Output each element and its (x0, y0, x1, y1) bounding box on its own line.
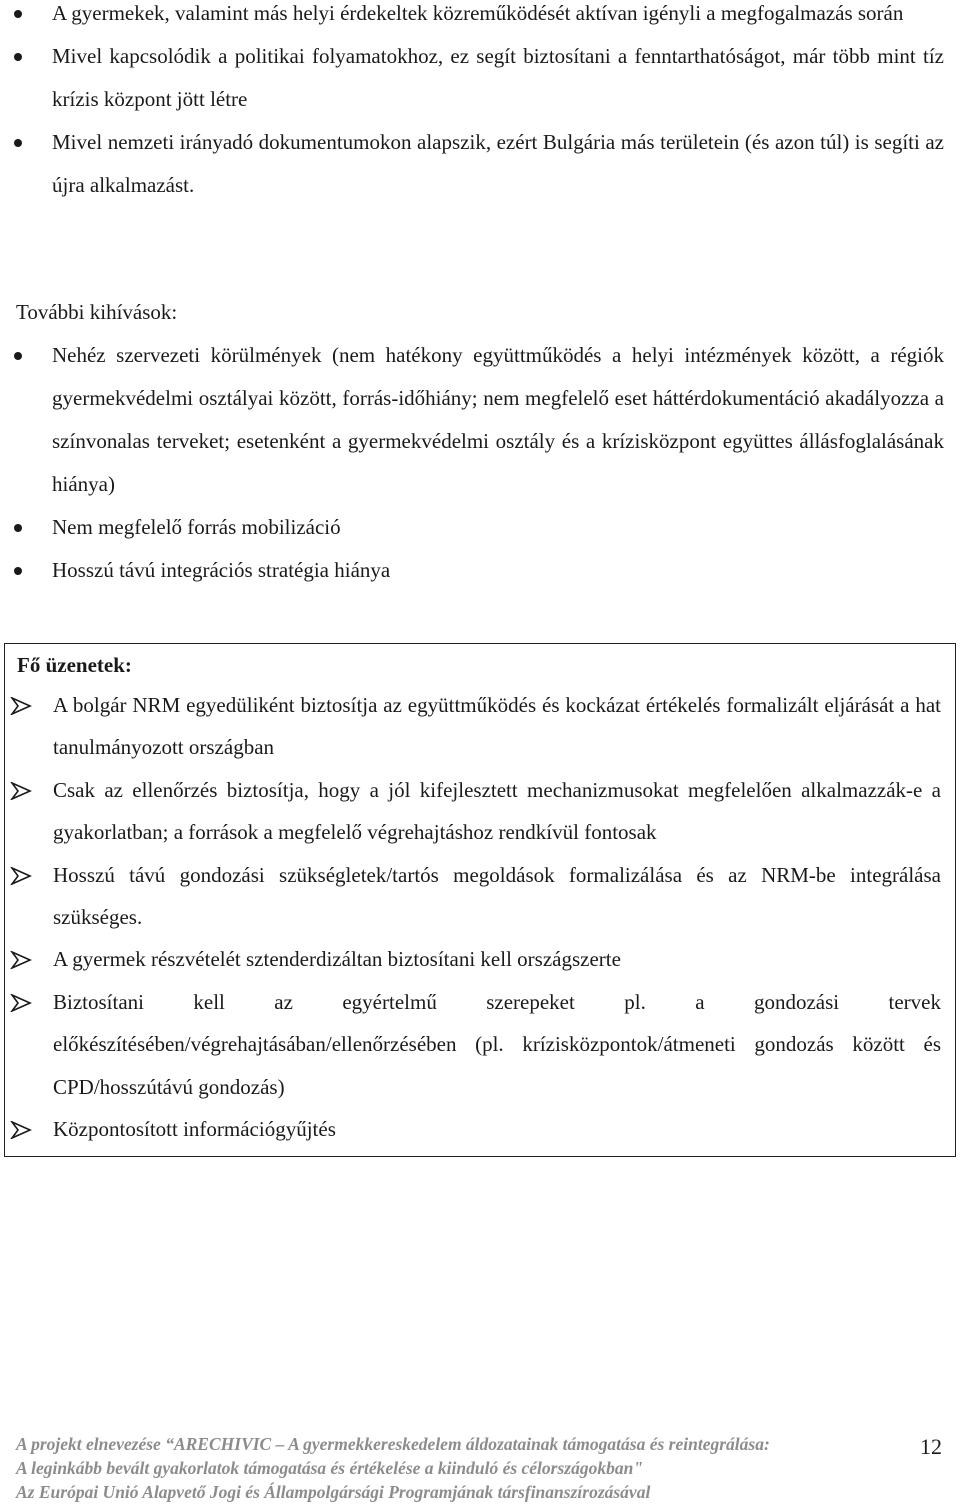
list-item-text: Központosított információgyűjtés (53, 1117, 336, 1142)
challenges-heading: További kihívások: (16, 300, 178, 324)
top-bullet-list (0, 0, 960, 207)
bullet-icon (14, 524, 22, 532)
list-item-text: Hosszú távú integrációs stratégia hiánya (52, 558, 391, 582)
list-item (1, 938, 953, 980)
list-item-text: A bolgár NRM egyedüliként biztosítja az együttműködés és kockázat értékelés formalizált eljárását a hat tanulmányozott országban (53, 693, 941, 760)
list-item (1, 981, 953, 1108)
list-item-text: Hosszú távú gondozási szükségletek/tartós megoldások formalizálása és az NRM-be integrálása szükséges. (53, 862, 941, 930)
arrowhead-bullet-icon (10, 782, 32, 800)
list-item-text: Mivel nemzeti irányadó dokumentumokon alapszik, ezért Bulgária más területein (és azon túl) is segíti az újra alkalmazást. (52, 130, 944, 197)
arrowhead-bullet-icon (10, 951, 32, 969)
list-item-text: A gyermek részvételét sztenderdizáltan biztosítani kell országszerte (53, 947, 621, 972)
arrowhead-bullet-icon (10, 994, 32, 1012)
list-item (0, 334, 960, 506)
bullet-icon (14, 10, 22, 18)
bullet-icon (14, 352, 22, 360)
list-item-text: Nehéz szervezeti körülmények (nem hatékony együttműködés a helyi intézmények között, a régiók gyermekvédelmi osztályai között, forrás-időhiány; nem megfelelő eset háttérdokumentáció akadályozza a színvonalas terveket; esetenként a gyermekvédelmi osztály és a krízisközpont együttes állásfoglalásának hiánya) (52, 343, 944, 496)
footer-line: Az Európai Unió Alapvető Jogi és Állampolgársági Programjának társfinanszírozásával (16, 1482, 651, 1502)
list-item (1, 1108, 953, 1150)
list-item (0, 0, 960, 35)
challenges-list (0, 334, 960, 592)
bullet-icon (14, 567, 22, 575)
bullet-icon (14, 139, 22, 147)
list-item (1, 769, 953, 854)
bullet-icon (14, 53, 22, 61)
list-item (0, 506, 960, 549)
list-item (0, 121, 960, 207)
list-item (1, 854, 953, 939)
key-messages-list (1, 684, 953, 1150)
arrowhead-bullet-icon (10, 697, 32, 715)
list-item (1, 684, 953, 769)
list-item-text: Mivel kapcsolódik a politikai folyamatokhoz, ez segít biztosítani a fenntarthatóságot, már több mint tíz krízis központ jött létre (52, 44, 944, 111)
footer-line: A projekt elnevezése “ARECHIVIC – A gyermekkereskedelem áldozatainak támogatása és reintegrálása: (16, 1434, 770, 1454)
key-messages-box (4, 643, 956, 1157)
key-messages-title: Fő üzenetek: (17, 653, 132, 677)
page-footer (16, 1432, 916, 1504)
arrowhead-bullet-icon (10, 867, 32, 885)
list-item (0, 549, 960, 592)
footer-line: A leginkább bevált gyakorlatok támogatása és értékelése a kiinduló és célországokban" (16, 1458, 644, 1478)
list-item-text: A gyermekek, valamint más helyi érdekeltek közreműködését aktívan igényli a megfogalmazás során (52, 1, 904, 25)
list-item-text: Nem megfelelő forrás mobilizáció (52, 515, 341, 539)
page-number: 12 (920, 1434, 942, 1459)
list-item-text: Csak az ellenőrzés biztosítja, hogy a jól kifejlesztett mechanizmusokat megfelelően alkalmazzák-e a gyakorlatban; a források a megfelelő végrehajtáshoz rendkívül fontosak (53, 777, 941, 845)
list-item (0, 35, 960, 121)
list-item-text: Biztosítani kell az egyértelmű szerepeket pl. a gondozási tervek előkészítésében/végrehajtásában/ellenőrzésében (pl. krízisközpontok/átmeneti gondozás között és CPD/hosszútávú gondozás) (53, 989, 941, 1099)
arrowhead-bullet-icon (10, 1121, 32, 1139)
